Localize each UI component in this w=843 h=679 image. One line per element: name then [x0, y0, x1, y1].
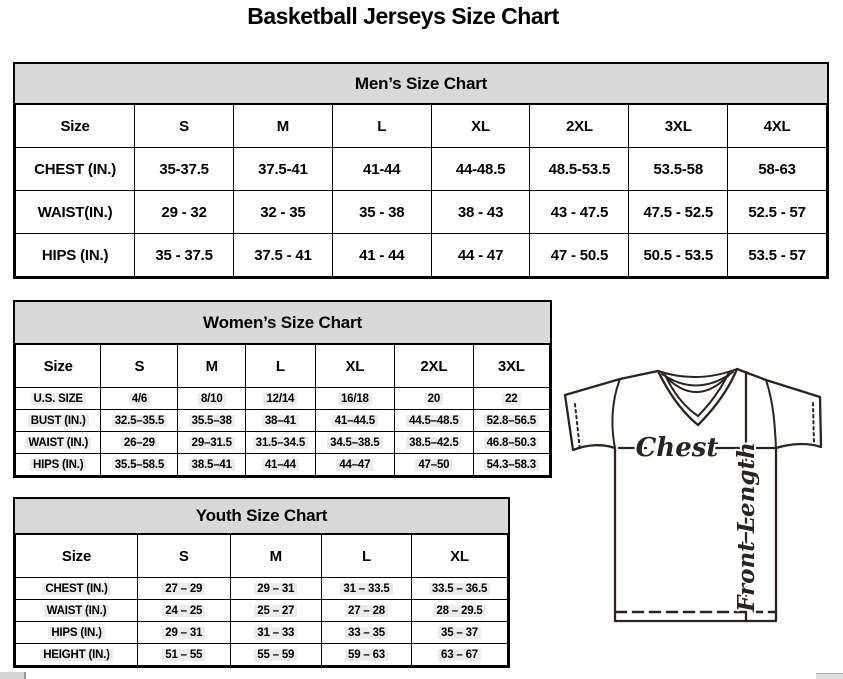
value-cell: 31 – 33 [230, 622, 322, 644]
row-label-cell: HIPS (IN.) [16, 622, 138, 644]
row-label-cell: CHEST (IN.) [16, 578, 138, 600]
value-cell: 35 – 37 [412, 622, 508, 644]
jersey-left-armhole-seam [612, 379, 620, 448]
value-cell: 27 – 28 [322, 600, 412, 622]
value-cell: 47 - 50.5 [530, 234, 629, 277]
value-cell: 29 – 31 [138, 622, 230, 644]
column-header-cell: 4XL [728, 105, 827, 148]
value-cell: 48.5-53.5 [530, 148, 629, 191]
value-cell: 33 – 35 [322, 622, 412, 644]
value-cell: 32 - 35 [234, 191, 333, 234]
row-label-cell: WAIST (IN.) [16, 600, 138, 622]
value-cell: 44 - 47 [431, 234, 530, 277]
column-header-cell: M [230, 535, 322, 578]
column-header-cell: Size [16, 105, 135, 148]
table-row [16, 388, 550, 410]
value-cell: 52.5 - 57 [728, 191, 827, 234]
value-cell: 34.5–38.5 [315, 432, 395, 454]
column-header-cell: Size [16, 345, 101, 388]
value-cell: 59 – 63 [322, 644, 412, 666]
value-cell: 54.3–58.3 [473, 454, 549, 476]
value-cell: 8/10 [178, 388, 246, 410]
value-cell: 20 [395, 388, 473, 410]
column-header-cell: S [135, 105, 234, 148]
table-row [16, 622, 508, 644]
value-cell: 27 – 29 [138, 578, 230, 600]
value-cell: 63 – 67 [412, 644, 508, 666]
row-label-cell: WAIST(IN.) [16, 191, 135, 234]
column-header-cell: 2XL [530, 105, 629, 148]
youth-size-chart [13, 497, 510, 668]
row-label-cell: HIPS (IN.) [16, 234, 135, 277]
table-row [16, 148, 827, 191]
value-cell: 38–41 [246, 410, 315, 432]
column-header-cell: 3XL [629, 105, 728, 148]
cropped-table-fragment-right [816, 673, 843, 679]
value-cell: 32.5–35.5 [101, 410, 178, 432]
value-cell: 37.5 - 41 [234, 234, 333, 277]
row-label-cell: BUST (IN.) [16, 410, 101, 432]
womens-size-table [15, 344, 550, 476]
youth-chart-header: Youth Size Chart [15, 499, 508, 534]
value-cell: 31.5–34.5 [246, 432, 315, 454]
size-header-row [16, 105, 827, 148]
value-cell: 41 - 44 [332, 234, 431, 277]
value-cell: 24 – 25 [138, 600, 230, 622]
value-cell: 29 - 32 [135, 191, 234, 234]
table-row [16, 454, 550, 476]
row-label-cell: U.S. SIZE [16, 388, 101, 410]
value-cell: 51 – 55 [138, 644, 230, 666]
column-header-cell: L [332, 105, 431, 148]
size-header-row [16, 535, 508, 578]
row-label-cell: WAIST (IN.) [16, 432, 101, 454]
jersey-measurement-diagram [558, 360, 843, 632]
row-label-cell: HEIGHT (IN.) [16, 644, 138, 666]
column-header-cell: XL [431, 105, 530, 148]
womens-size-chart [13, 300, 552, 478]
value-cell: 52.8–56.5 [473, 410, 549, 432]
value-cell: 38 - 43 [431, 191, 530, 234]
table-row [16, 644, 508, 666]
value-cell: 35 - 38 [332, 191, 431, 234]
value-cell: 35.5–58.5 [101, 454, 178, 476]
value-cell: 4/6 [101, 388, 178, 410]
mens-size-chart [13, 62, 829, 279]
jersey-right-sleeve-outline [737, 369, 821, 448]
jersey-vneck-inner [665, 372, 729, 416]
table-row [16, 578, 508, 600]
value-cell: 41–44.5 [315, 410, 395, 432]
value-cell: 41–44 [246, 454, 315, 476]
value-cell: 35.5–38 [178, 410, 246, 432]
mens-chart-header: Men’s Size Chart [15, 64, 827, 104]
value-cell: 44.5–48.5 [395, 410, 473, 432]
value-cell: 53.5-58 [629, 148, 728, 191]
value-cell: 47.5 - 52.5 [629, 191, 728, 234]
column-header-cell: XL [412, 535, 508, 578]
value-cell: 22 [473, 388, 549, 410]
column-header-cell: 2XL [395, 345, 473, 388]
cropped-table-fragment-left [0, 672, 26, 679]
value-cell: 37.5-41 [234, 148, 333, 191]
value-cell: 26–29 [101, 432, 178, 454]
value-cell: 38.5–41 [178, 454, 246, 476]
column-header-cell: S [138, 535, 230, 578]
table-row [16, 234, 827, 277]
page-title: Basketball Jerseys Size Chart [247, 3, 559, 29]
column-header-cell: Size [16, 535, 138, 578]
jersey-left-cuff-stitch [575, 404, 580, 450]
row-label-cell: CHEST (IN.) [16, 148, 135, 191]
youth-size-table [15, 534, 508, 666]
value-cell: 28 – 29.5 [412, 600, 508, 622]
mens-size-table [15, 104, 827, 277]
value-cell: 38.5–42.5 [395, 432, 473, 454]
value-cell: 50.5 - 53.5 [629, 234, 728, 277]
column-header-cell: S [101, 345, 178, 388]
value-cell: 35-37.5 [135, 148, 234, 191]
value-cell: 46.8–50.3 [473, 432, 549, 454]
womens-chart-header: Women’s Size Chart [15, 302, 550, 344]
value-cell: 58-63 [728, 148, 827, 191]
value-cell: 41-44 [332, 148, 431, 191]
table-row [16, 600, 508, 622]
column-header-cell: L [322, 535, 412, 578]
value-cell: 53.5 - 57 [728, 234, 827, 277]
column-header-cell: L [246, 345, 315, 388]
column-header-cell: XL [315, 345, 395, 388]
table-row [16, 432, 550, 454]
value-cell: 43 - 47.5 [530, 191, 629, 234]
size-header-row [16, 345, 550, 388]
value-cell: 44–47 [315, 454, 395, 476]
jersey-right-armhole-seam [766, 380, 776, 448]
value-cell: 33.5 – 36.5 [412, 578, 508, 600]
column-header-cell: M [234, 105, 333, 148]
chest-label: Chest [635, 433, 719, 463]
jersey-collar-top-seam [658, 369, 737, 377]
table-row [16, 191, 827, 234]
value-cell: 47–50 [395, 454, 473, 476]
value-cell: 29–31.5 [178, 432, 246, 454]
value-cell: 29 – 31 [230, 578, 322, 600]
value-cell: 16/18 [315, 388, 395, 410]
column-header-cell: 3XL [473, 345, 549, 388]
value-cell: 25 – 27 [230, 600, 322, 622]
value-cell: 55 – 59 [230, 644, 322, 666]
column-header-cell: M [178, 345, 246, 388]
front-length-label: Front Length [733, 442, 760, 612]
value-cell: 35 - 37.5 [135, 234, 234, 277]
row-label-cell: HIPS (IN.) [16, 454, 101, 476]
value-cell: 12/14 [246, 388, 315, 410]
value-cell: 31 – 33.5 [322, 578, 412, 600]
table-row [16, 410, 550, 432]
jersey-right-cuff-stitch [813, 403, 814, 445]
value-cell: 44-48.5 [431, 148, 530, 191]
